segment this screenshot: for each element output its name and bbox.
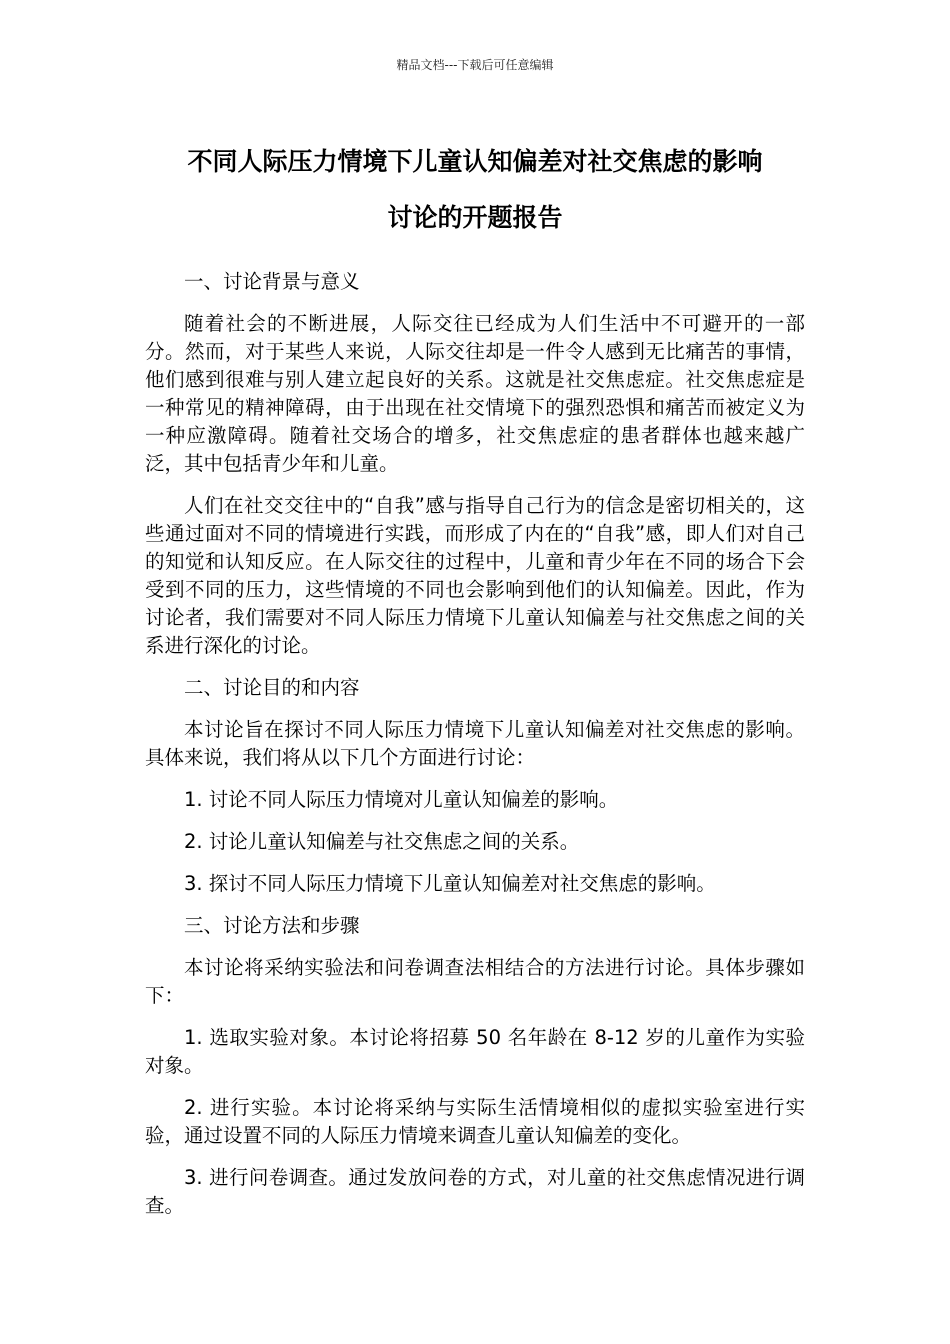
paragraph-purpose: 本讨论旨在探讨不同人际压力情境下儿童认知偏差对社交焦虑的影响。具体来说，我们将从以下几个方面进行讨论： (145, 718, 805, 769)
paragraph-background-1: 随着社会的不断进展，人际交往已经成为人们生活中不可避开的一部分。然而，对于某些人来说，人际交往却是一件令人感到无比痛苦的事情，他们感到很难与别人建立起良好的关系。这就是社交焦虑症。社交焦虑症是一种常见的精神障碍，由于出现在社交情境下的强烈恐惧和痛苦而被定义为一种应激障碍。随着社交场合的增多，社交焦虑症的患者群体也越来越广泛，其中包括青少年和儿童。 (145, 312, 805, 475)
title-line-1: 不同人际压力情境下儿童认知偏差对社交焦虑的影响 (187, 147, 763, 176)
page-header: 精品文档---下载后可任意编辑 (396, 58, 554, 72)
list-item-purpose-3: 3. 探讨不同人际压力情境下儿童认知偏差对社交焦虑的影响。 (184, 872, 716, 895)
list-item-purpose-1: 1. 讨论不同人际压力情境对儿童认知偏差的影响。 (184, 788, 619, 811)
list-item-step-2: 2. 进行实验。本讨论将采纳与实际生活情境相似的虚拟实验室进行实验，通过设置不同的人际压力情境来调查儿童认知偏差的变化。 (145, 1096, 805, 1147)
list-item-purpose-2: 2. 讨论儿童认知偏差与社交焦虑之间的关系。 (184, 830, 580, 853)
section-heading-methods: 三、讨论方法和步骤 (184, 914, 360, 937)
paragraph-background-2: 人们在社交交往中的“自我”感与指导自己行为的信念是密切相关的，这些通过面对不同的情境进行实践，而形成了内在的“自我”感，即人们对自己的知觉和认知反应。在人际交往的过程中，儿童和青少年在不同的场合下会受到不同的压力，这些情境的不同也会影响到他们的认知偏差。因此，作为讨论者，我们需要对不同人际压力情境下儿童认知偏差与社交焦虑之间的关系进行深化的讨论。 (145, 494, 805, 657)
title-line-2: 讨论的开题报告 (387, 203, 563, 232)
document-body (145, 268, 805, 1234)
section-heading-purpose: 二、讨论目的和内容 (184, 676, 360, 699)
section-heading-background: 一、讨论背景与意义 (184, 270, 360, 293)
document-title (145, 134, 805, 246)
list-item-step-1: 1. 选取实验对象。本讨论将招募 50 名年龄在 8-12 岁的儿童作为实验对象。 (145, 1026, 805, 1077)
list-item-step-3: 3. 进行问卷调查。通过发放问卷的方式，对儿童的社交焦虑情况进行调查。 (145, 1166, 805, 1217)
paragraph-methods: 本讨论将采纳实验法和问卷调查法相结合的方法进行讨论。具体步骤如下： (145, 956, 805, 1007)
